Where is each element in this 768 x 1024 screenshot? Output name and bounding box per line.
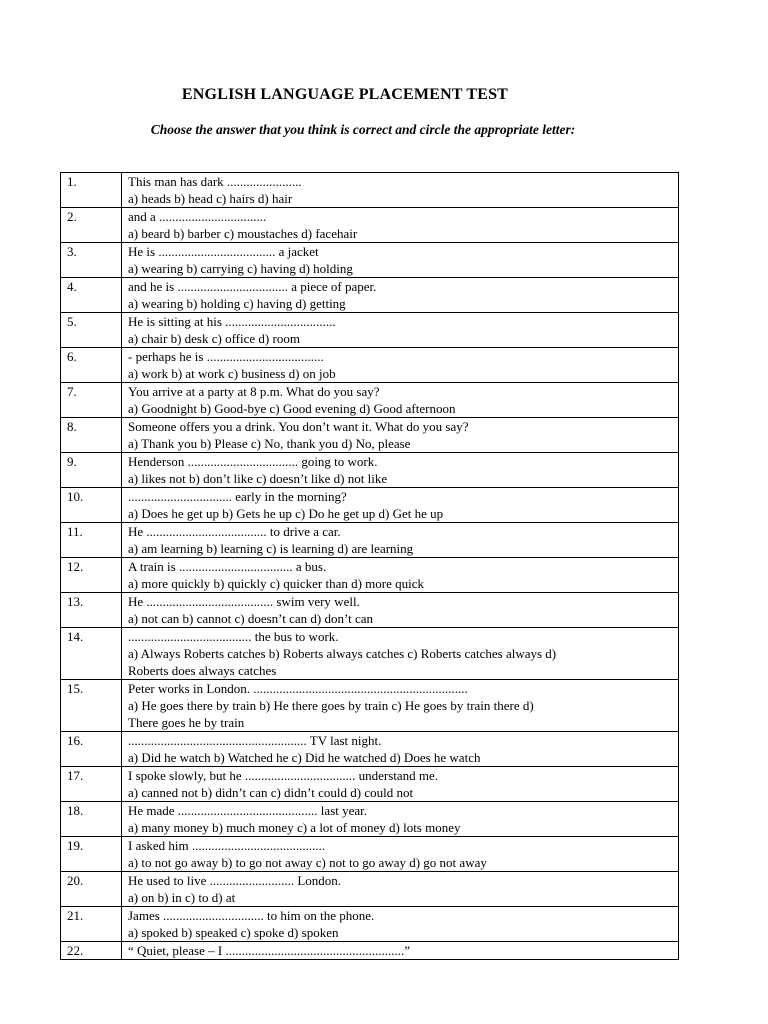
question-row [61, 488, 679, 523]
question-text: I asked him ......................................... [128, 838, 326, 853]
question-text: He ..................................... to drive a car. [128, 524, 341, 539]
question-text: ....................................................... TV last night. [128, 733, 382, 748]
question-text: He ....................................... swim very well. [128, 594, 360, 609]
question-number: 9. [61, 453, 122, 488]
question-row [61, 278, 679, 313]
answer-options[interactable]: a) canned not b) didn’t can c) didn’t could d) could not [128, 785, 414, 800]
question-row [61, 418, 679, 453]
answer-options[interactable]: a) work b) at work c) business d) on job [128, 366, 336, 381]
answer-options[interactable]: a) Thank you b) Please c) No, thank you d) No, please [128, 436, 411, 451]
question-text: Henderson .................................. going to work. [128, 454, 378, 469]
question-number: 22. [61, 942, 122, 960]
question-content [122, 313, 679, 348]
question-row [61, 802, 679, 837]
question-content [122, 208, 679, 243]
question-number: 10. [61, 488, 122, 523]
question-number: 5. [61, 313, 122, 348]
question-content [122, 523, 679, 558]
question-text: ...................................... the bus to work. [128, 629, 339, 644]
question-content [122, 680, 679, 732]
answer-options[interactable]: a) am learning b) learning c) is learning d) are learning [128, 541, 414, 556]
question-text: He used to live .......................... London. [128, 873, 342, 888]
question-row [61, 523, 679, 558]
question-text: Someone offers you a drink. You don’t want it. What do you say? [128, 419, 469, 434]
question-text: James ............................... to him on the phone. [128, 908, 375, 923]
answer-options[interactable]: a) more quickly b) quickly c) quicker than d) more quick [128, 576, 425, 591]
answer-options[interactable]: a) beard b) barber c) moustaches d) facehair [128, 226, 358, 241]
question-content [122, 628, 679, 680]
answer-options[interactable]: There goes he by train [128, 715, 245, 730]
question-row [61, 767, 679, 802]
answer-options[interactable]: a) likes not b) don’t like c) doesn’t like d) not like [128, 471, 388, 486]
answer-options[interactable]: a) not can b) cannot c) doesn’t can d) don’t can [128, 611, 373, 626]
question-text: ................................ early in the morning? [128, 489, 347, 504]
question-content [122, 453, 679, 488]
question-row [61, 732, 679, 767]
answer-options[interactable]: a) wearing b) holding c) having d) getting [128, 296, 346, 311]
question-text: You arrive at a party at 8 p.m. What do you say? [128, 384, 380, 399]
question-number: 16. [61, 732, 122, 767]
question-row [61, 208, 679, 243]
question-content [122, 942, 679, 960]
question-content [122, 383, 679, 418]
answer-options[interactable]: a) wearing b) carrying c) having d) holding [128, 261, 353, 276]
question-row [61, 628, 679, 680]
question-number: 19. [61, 837, 122, 872]
question-text: I spoke slowly, but he .................................. understand me. [128, 768, 439, 783]
question-row [61, 872, 679, 907]
answer-options[interactable]: a) He goes there by train b) He there goes by train c) He goes by train there d) [128, 698, 534, 713]
answer-options[interactable]: a) Did he watch b) Watched he c) Did he watched d) Does he watch [128, 750, 481, 765]
answer-options[interactable]: a) on b) in c) to d) at [128, 890, 236, 905]
question-number: 8. [61, 418, 122, 453]
page-title: ENGLISH LANGUAGE PLACEMENT TEST [181, 86, 509, 103]
question-text: He is .................................... a jacket [128, 244, 319, 259]
question-row [61, 173, 679, 208]
question-number: 15. [61, 680, 122, 732]
question-number: 20. [61, 872, 122, 907]
question-number: 14. [61, 628, 122, 680]
question-content [122, 418, 679, 453]
question-text: A train is ................................... a bus. [128, 559, 327, 574]
instruction-text: Choose the answer that you think is correct and circle the appropriate letter: [150, 122, 576, 137]
question-row [61, 313, 679, 348]
question-number: 11. [61, 523, 122, 558]
question-content [122, 558, 679, 593]
question-content [122, 907, 679, 942]
question-content [122, 243, 679, 278]
question-row [61, 348, 679, 383]
answer-options[interactable]: a) to not go away b) to go not away c) not to go away d) go not away [128, 855, 487, 870]
answer-options[interactable]: a) many money b) much money c) a lot of money d) lots money [128, 820, 461, 835]
question-text: This man has dark ....................... [128, 174, 302, 189]
question-row [61, 907, 679, 942]
answer-options[interactable]: a) Goodnight b) Good-bye c) Good evening d) Good afternoon [128, 401, 456, 416]
question-row [61, 942, 679, 960]
question-number: 18. [61, 802, 122, 837]
question-number: 21. [61, 907, 122, 942]
question-content [122, 802, 679, 837]
question-content [122, 872, 679, 907]
question-text: and a ................................. [128, 209, 267, 224]
answer-options[interactable]: a) heads b) head c) hairs d) hair [128, 191, 293, 206]
question-content [122, 173, 679, 208]
answer-options[interactable]: Roberts does always catches [128, 663, 277, 678]
question-row [61, 383, 679, 418]
question-number: 13. [61, 593, 122, 628]
answer-options[interactable]: a) Always Roberts catches b) Roberts always catches c) Roberts catches always d) [128, 646, 557, 661]
questions-table [60, 172, 679, 960]
question-number: 17. [61, 767, 122, 802]
question-content [122, 767, 679, 802]
question-number: 12. [61, 558, 122, 593]
question-content [122, 278, 679, 313]
questions-body [61, 173, 679, 960]
question-number: 6. [61, 348, 122, 383]
answer-options[interactable]: a) chair b) desk c) office d) room [128, 331, 300, 346]
question-text: - perhaps he is .................................... [128, 349, 324, 364]
question-row [61, 558, 679, 593]
question-row [61, 593, 679, 628]
question-text: He made ........................................... last year. [128, 803, 368, 818]
question-number: 2. [61, 208, 122, 243]
question-content [122, 732, 679, 767]
question-content [122, 593, 679, 628]
answer-options[interactable]: a) spoked b) speaked c) spoke d) spoken [128, 925, 339, 940]
question-row [61, 243, 679, 278]
question-row [61, 837, 679, 872]
question-content [122, 348, 679, 383]
question-text: Peter works in London. .................................................................. [128, 681, 468, 696]
question-text: “ Quiet, please – I .......................................................” [128, 943, 410, 958]
question-content [122, 488, 679, 523]
question-text: He is sitting at his .................................. [128, 314, 336, 329]
question-text: and he is .................................. a piece of paper. [128, 279, 377, 294]
question-number: 1. [61, 173, 122, 208]
question-number: 7. [61, 383, 122, 418]
question-row [61, 680, 679, 732]
question-content [122, 837, 679, 872]
question-row [61, 453, 679, 488]
answer-options[interactable]: a) Does he get up b) Gets he up c) Do he get up d) Get he up [128, 506, 444, 521]
question-number: 4. [61, 278, 122, 313]
question-number: 3. [61, 243, 122, 278]
